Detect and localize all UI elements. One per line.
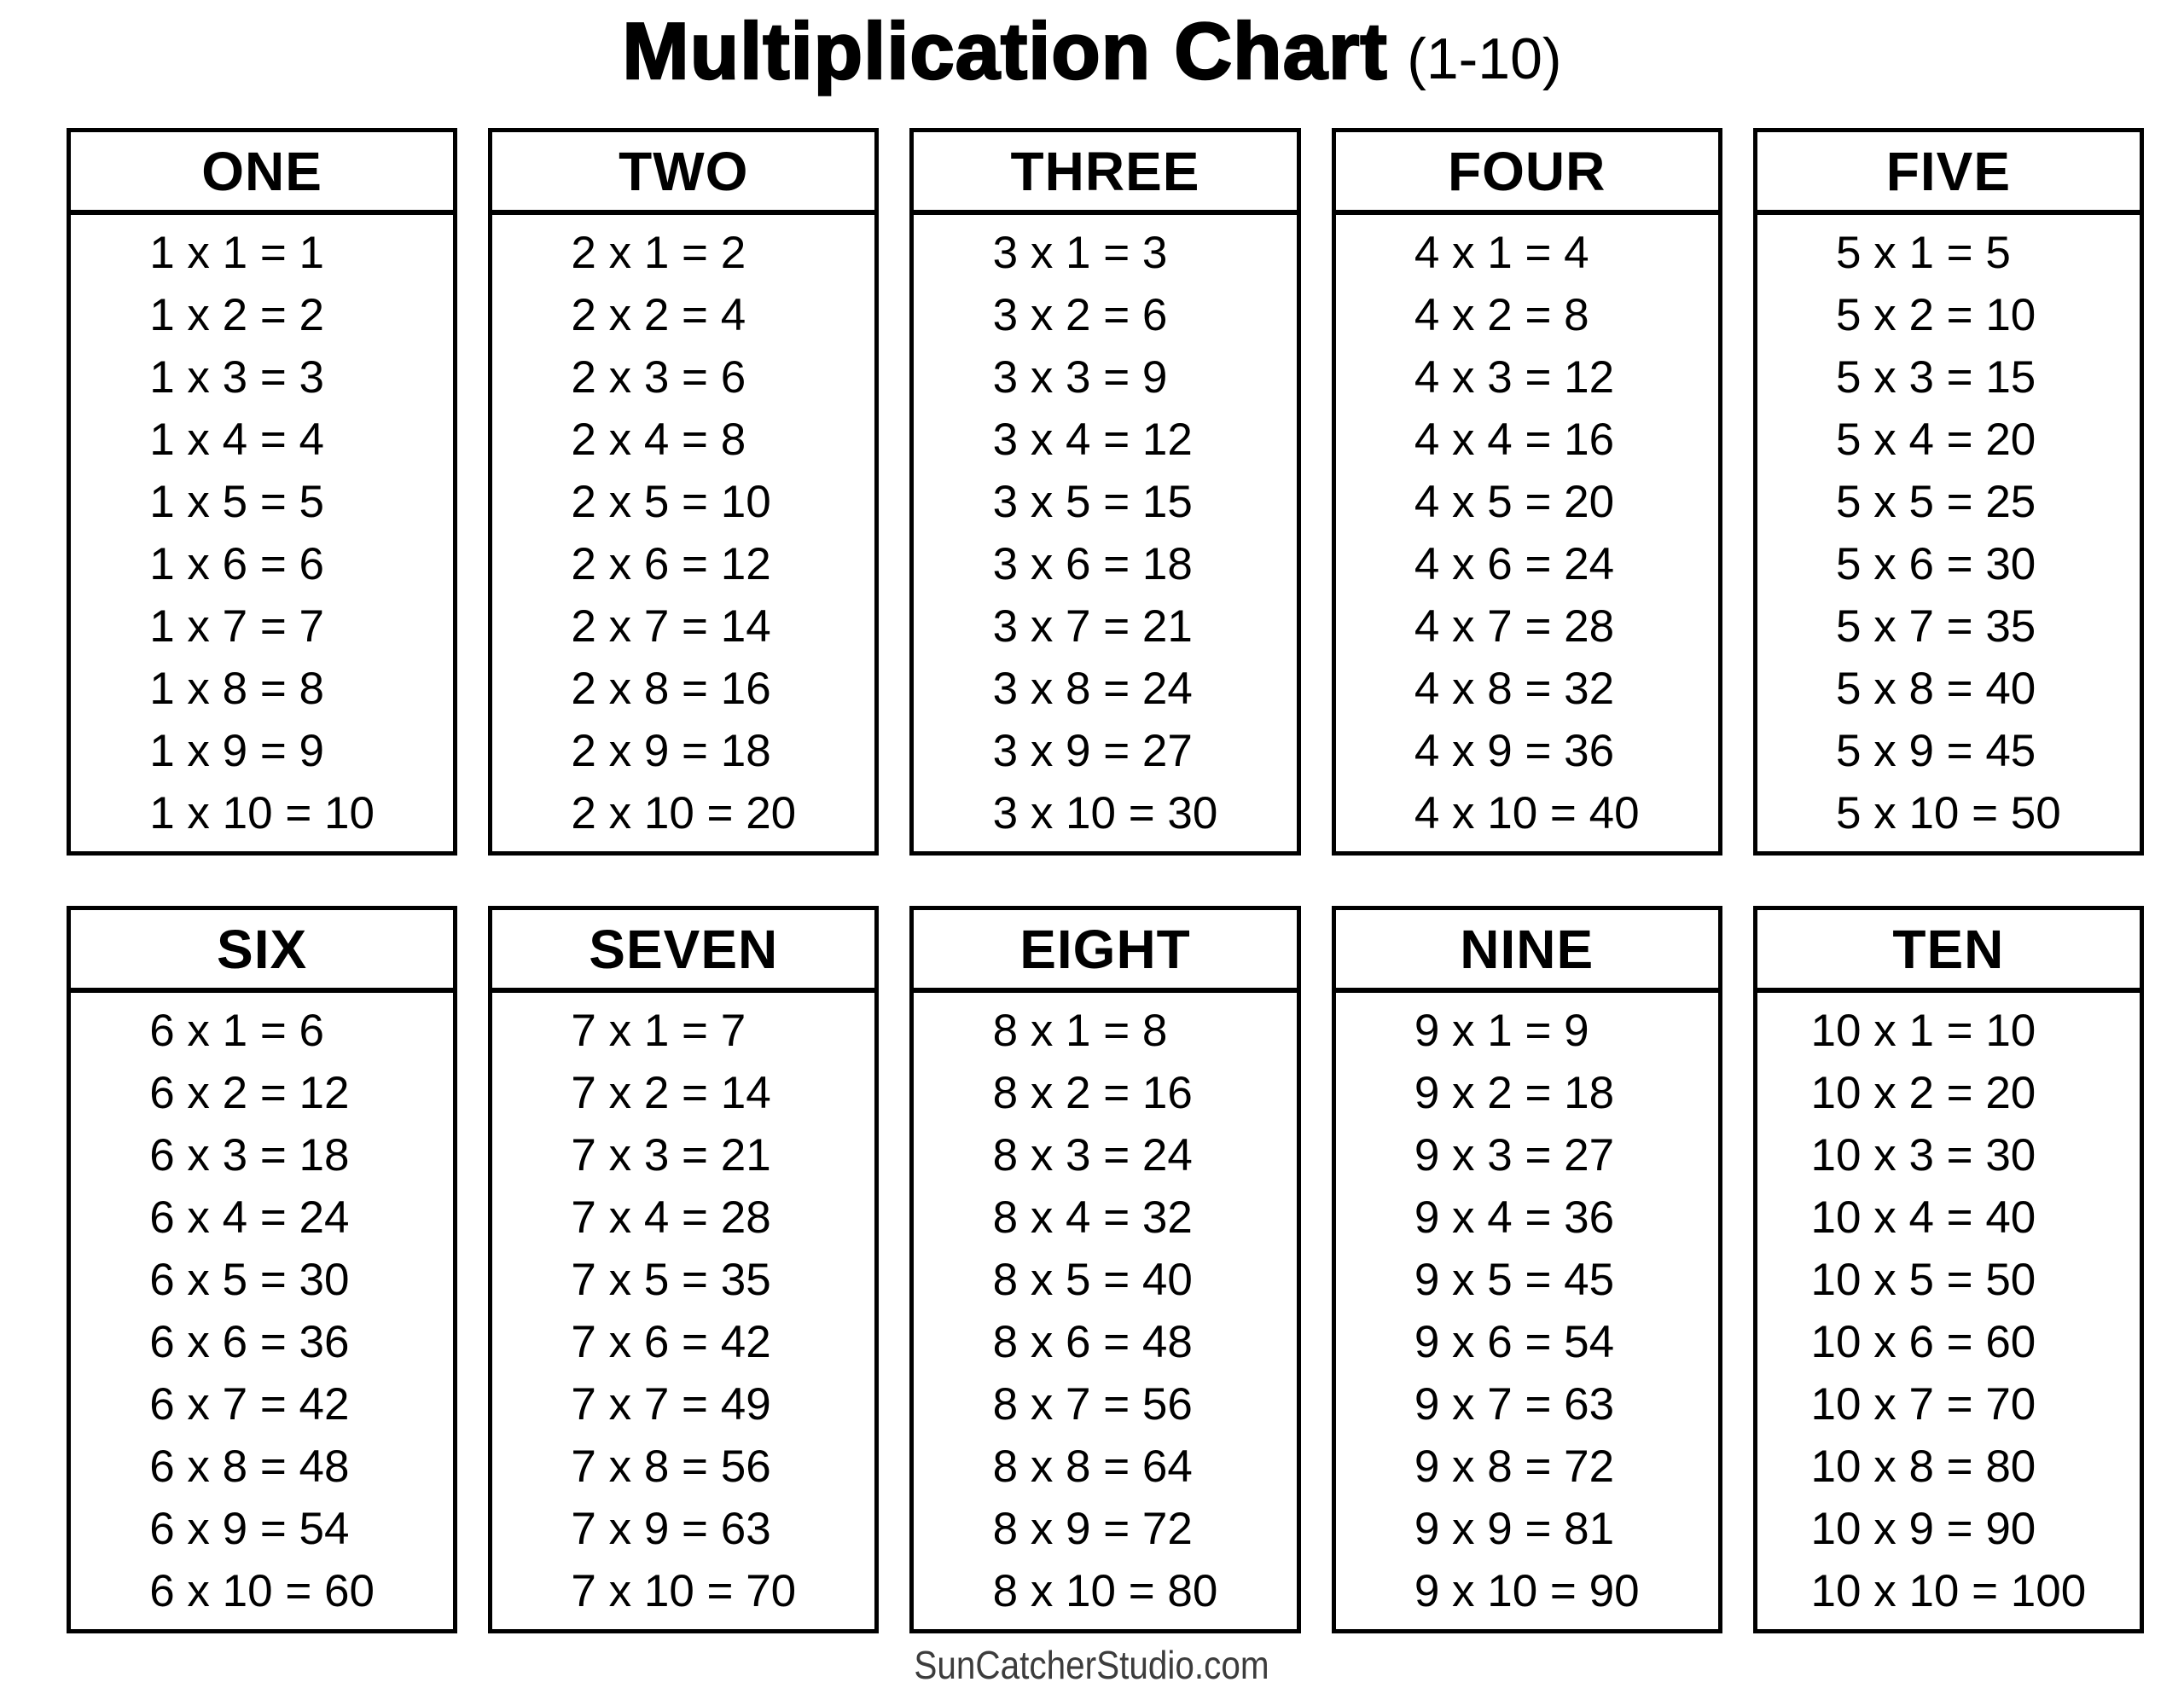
fact-line: 6 x 9 = 54 (149, 1504, 350, 1554)
fact-line: 5 x 2 = 10 (1836, 290, 2036, 340)
fact-line: 7 x 4 = 28 (571, 1192, 771, 1243)
times-table-body (71, 993, 453, 1622)
times-table-body (914, 993, 1296, 1622)
facts-list (1414, 222, 1640, 844)
fact-line: 8 x 8 = 64 (992, 1441, 1193, 1492)
fact-line: 1 x 9 = 9 (149, 726, 324, 776)
fact-line: 4 x 10 = 40 (1414, 788, 1640, 838)
fact-line: 4 x 1 = 4 (1414, 228, 1589, 278)
fact-line: 10 x 3 = 30 (1810, 1130, 2036, 1180)
fact-line: 7 x 7 = 49 (571, 1379, 771, 1430)
fact-line: 6 x 8 = 48 (149, 1441, 350, 1492)
times-table-body (914, 215, 1296, 844)
fact-line: 1 x 2 = 2 (149, 290, 324, 340)
times-table-header: EIGHT (914, 910, 1296, 993)
footer-credit: SunCatcherStudio.com (914, 1643, 1270, 1687)
fact-line: 1 x 10 = 10 (149, 788, 375, 838)
fact-line: 9 x 4 = 36 (1414, 1192, 1615, 1243)
fact-line: 4 x 2 = 8 (1414, 290, 1589, 340)
fact-line: 3 x 10 = 30 (992, 788, 1218, 838)
facts-list (993, 1000, 1218, 1622)
facts-list (1811, 1000, 2087, 1622)
times-table-card-two (488, 128, 879, 856)
fact-line: 4 x 4 = 16 (1414, 415, 1615, 465)
times-table-body (1336, 215, 1718, 844)
fact-line: 6 x 7 = 42 (149, 1379, 350, 1430)
fact-line: 2 x 8 = 16 (571, 664, 771, 714)
fact-line: 6 x 2 = 12 (149, 1068, 350, 1118)
times-table-header: ONE (71, 132, 453, 215)
fact-line: 8 x 1 = 8 (992, 1006, 1168, 1056)
fact-line: 10 x 5 = 50 (1810, 1255, 2036, 1305)
fact-line: 7 x 9 = 63 (571, 1504, 771, 1554)
times-table-body (1757, 993, 2140, 1622)
fact-line: 2 x 2 = 4 (571, 290, 746, 340)
fact-line: 3 x 3 = 9 (992, 352, 1168, 403)
times-table-card-four (1332, 128, 1722, 856)
fact-line: 2 x 5 = 10 (571, 477, 771, 527)
times-table-header: TEN (1757, 910, 2140, 993)
fact-line: 5 x 4 = 20 (1836, 415, 2036, 465)
times-table-body (492, 993, 874, 1622)
times-table-body (1336, 993, 1718, 1622)
fact-line: 9 x 8 = 72 (1414, 1441, 1615, 1492)
times-table-header: FIVE (1757, 132, 2140, 215)
times-table-card-seven (488, 906, 879, 1633)
times-table-header: TWO (492, 132, 874, 215)
fact-line: 8 x 7 = 56 (992, 1379, 1193, 1430)
fact-line: 3 x 8 = 24 (992, 664, 1193, 714)
fact-line: 7 x 3 = 21 (571, 1130, 771, 1180)
fact-line: 1 x 6 = 6 (149, 539, 324, 589)
fact-line: 2 x 10 = 20 (571, 788, 797, 838)
fact-line: 5 x 6 = 30 (1836, 539, 2036, 589)
fact-line: 3 x 6 = 18 (992, 539, 1193, 589)
fact-line: 8 x 5 = 40 (992, 1255, 1193, 1305)
times-table-header: SEVEN (492, 910, 874, 993)
facts-list (571, 1000, 796, 1622)
fact-line: 1 x 7 = 7 (149, 601, 324, 652)
times-table-card-ten (1753, 906, 2144, 1633)
fact-line: 6 x 1 = 6 (149, 1006, 324, 1056)
fact-line: 4 x 9 = 36 (1414, 726, 1615, 776)
times-table-body (71, 215, 453, 844)
tables-grid (67, 128, 2144, 1633)
fact-line: 6 x 5 = 30 (149, 1255, 350, 1305)
fact-line: 6 x 3 = 18 (149, 1130, 350, 1180)
facts-list (993, 222, 1218, 844)
fact-line: 3 x 9 = 27 (992, 726, 1193, 776)
times-table-header: FOUR (1336, 132, 1718, 215)
fact-line: 10 x 10 = 100 (1810, 1566, 2087, 1616)
facts-list (1836, 222, 2061, 844)
fact-line: 2 x 6 = 12 (571, 539, 771, 589)
page-header (0, 0, 2184, 96)
times-table-body (492, 215, 874, 844)
fact-line: 9 x 6 = 54 (1414, 1317, 1615, 1367)
fact-line: 5 x 1 = 5 (1836, 228, 2011, 278)
fact-line: 10 x 6 = 60 (1810, 1317, 2036, 1367)
fact-line: 3 x 2 = 6 (992, 290, 1168, 340)
fact-line: 10 x 1 = 10 (1810, 1006, 2036, 1056)
fact-line: 3 x 4 = 12 (992, 415, 1193, 465)
facts-list (571, 222, 796, 844)
fact-line: 9 x 9 = 81 (1414, 1504, 1615, 1554)
fact-line: 7 x 10 = 70 (571, 1566, 797, 1616)
fact-line: 7 x 1 = 7 (571, 1006, 746, 1056)
fact-line: 10 x 2 = 20 (1810, 1068, 2036, 1118)
fact-line: 1 x 4 = 4 (149, 415, 324, 465)
facts-list (1414, 1000, 1640, 1622)
fact-line: 4 x 3 = 12 (1414, 352, 1615, 403)
fact-line: 4 x 8 = 32 (1414, 664, 1615, 714)
fact-line: 9 x 5 = 45 (1414, 1255, 1615, 1305)
page-title-range: (1-10) (1407, 26, 1562, 91)
fact-line: 1 x 1 = 1 (149, 228, 324, 278)
fact-line: 5 x 3 = 15 (1836, 352, 2036, 403)
fact-line: 8 x 10 = 80 (992, 1566, 1218, 1616)
fact-line: 8 x 4 = 32 (992, 1192, 1193, 1243)
fact-line: 2 x 9 = 18 (571, 726, 771, 776)
fact-line: 8 x 3 = 24 (992, 1130, 1193, 1180)
facts-list (149, 1000, 375, 1622)
times-table-card-one (67, 128, 457, 856)
fact-line: 9 x 2 = 18 (1414, 1068, 1615, 1118)
times-table-card-nine (1332, 906, 1722, 1633)
fact-line: 2 x 1 = 2 (571, 228, 746, 278)
fact-line: 9 x 10 = 90 (1414, 1566, 1640, 1616)
page-footer (0, 1642, 2184, 1688)
fact-line: 2 x 7 = 14 (571, 601, 771, 652)
fact-line: 3 x 5 = 15 (992, 477, 1193, 527)
fact-line: 9 x 3 = 27 (1414, 1130, 1615, 1180)
fact-line: 5 x 7 = 35 (1836, 601, 2036, 652)
fact-line: 5 x 8 = 40 (1836, 664, 2036, 714)
fact-line: 6 x 4 = 24 (149, 1192, 350, 1243)
fact-line: 6 x 10 = 60 (149, 1566, 375, 1616)
fact-line: 7 x 2 = 14 (571, 1068, 771, 1118)
fact-line: 5 x 9 = 45 (1836, 726, 2036, 776)
fact-line: 10 x 7 = 70 (1810, 1379, 2036, 1430)
times-table-header: THREE (914, 132, 1296, 215)
times-table-card-five (1753, 128, 2144, 856)
fact-line: 4 x 5 = 20 (1414, 477, 1615, 527)
fact-line: 1 x 8 = 8 (149, 664, 324, 714)
fact-line: 6 x 6 = 36 (149, 1317, 350, 1367)
facts-list (149, 222, 375, 844)
fact-line: 8 x 9 = 72 (992, 1504, 1193, 1554)
times-table-body (1757, 215, 2140, 844)
times-table-card-eight (909, 906, 1300, 1633)
fact-line: 10 x 4 = 40 (1810, 1192, 2036, 1243)
times-table-header: SIX (71, 910, 453, 993)
fact-line: 2 x 3 = 6 (571, 352, 746, 403)
fact-line: 9 x 1 = 9 (1414, 1006, 1589, 1056)
fact-line: 1 x 3 = 3 (149, 352, 324, 403)
fact-line: 5 x 5 = 25 (1836, 477, 2036, 527)
fact-line: 7 x 5 = 35 (571, 1255, 771, 1305)
fact-line: 7 x 8 = 56 (571, 1441, 771, 1492)
fact-line: 10 x 9 = 90 (1810, 1504, 2036, 1554)
fact-line: 10 x 8 = 80 (1810, 1441, 2036, 1492)
fact-line: 4 x 6 = 24 (1414, 539, 1615, 589)
fact-line: 3 x 7 = 21 (992, 601, 1193, 652)
times-table-card-three (909, 128, 1300, 856)
fact-line: 3 x 1 = 3 (992, 228, 1168, 278)
fact-line: 7 x 6 = 42 (571, 1317, 771, 1367)
fact-line: 9 x 7 = 63 (1414, 1379, 1615, 1430)
fact-line: 8 x 6 = 48 (992, 1317, 1193, 1367)
fact-line: 5 x 10 = 50 (1836, 788, 2061, 838)
fact-line: 8 x 2 = 16 (992, 1068, 1193, 1118)
fact-line: 1 x 5 = 5 (149, 477, 324, 527)
fact-line: 2 x 4 = 8 (571, 415, 746, 465)
times-table-card-six (67, 906, 457, 1633)
page-title: Multiplication Chart (622, 6, 1388, 96)
times-table-header: NINE (1336, 910, 1718, 993)
fact-line: 4 x 7 = 28 (1414, 601, 1615, 652)
